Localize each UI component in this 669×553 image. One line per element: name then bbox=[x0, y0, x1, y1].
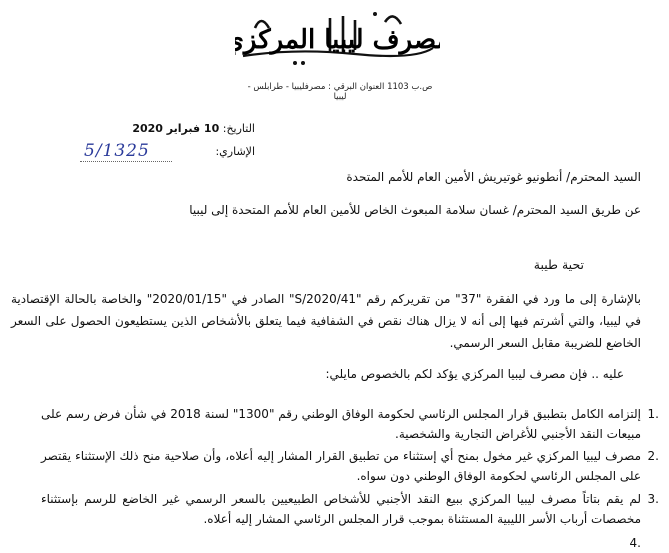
list-item bbox=[41, 404, 659, 444]
reference-line bbox=[80, 141, 255, 163]
list-item bbox=[41, 489, 659, 529]
date-value: 10 فبراير 2020 bbox=[132, 122, 220, 135]
item-text: إلتزامه الكامل بتطبيق قرار المجلس الرئاسي لحكومة الوفاق الوطني رقم "1300" لسنة 2018 في شأن فرض رسم على مبيعات النقد الأجنبي للأغراض التجارية والشخصية. bbox=[41, 407, 641, 441]
date-line bbox=[80, 122, 255, 135]
next-item-number: .4 bbox=[629, 536, 641, 550]
date-label: التاريخ: bbox=[222, 122, 255, 135]
reference-number: 5/1325 bbox=[84, 141, 150, 161]
bank-logo bbox=[235, 8, 440, 70]
item-number: .2 bbox=[647, 449, 659, 463]
list-item bbox=[41, 446, 659, 486]
item-number: .3 bbox=[647, 492, 659, 506]
item-number: .1 bbox=[647, 407, 659, 421]
reference-label: الإشاري: bbox=[215, 145, 255, 158]
bank-address: ص.ب 1103 العنوان البرقي : مصرفليبيا - طرابلس - ليبيا bbox=[247, 82, 433, 102]
response-intro: عليه .. فإن مصرف ليبيا المركزي يؤكد لكم بالخصوص مايلي: bbox=[325, 367, 624, 381]
logo-text: مصرف ليبيا المركزي bbox=[235, 25, 440, 55]
greeting: تحية طيبة bbox=[533, 257, 584, 272]
item-text: مصرف ليبيا المركزي غير مخول بمنح أي إستثناء من تطبيق القرار المشار إليه أعلاه، وأن صلاحية منح ذلك الإستثناء يقتصر على المجلس الرئاسي لحكومة الوفاق الوطني دون سواه. bbox=[41, 449, 641, 483]
addressee-via: عن طريق السيد المحترم/ غسان سلامة المبعوث الخاص للأمين العام للأمم المتحدة إلى ليبيا bbox=[189, 203, 641, 217]
intro-paragraph: بالإشارة إلى ما ورد في الفقرة "37" من تقريركم رقم "S/2020/41" الصادر في "2020/01/15" والخاصة بالحالة الإقتصادية في ليبيا، والتي أشرتم فيها إلى أنه لا يزال هناك نقص في الشفافية فيما يتعلق بالأشخاص الذين يستطيعون الحصول على السعر الخاضع للضريبة مقابل السعر الرسمي. bbox=[11, 292, 642, 350]
item-text: لم يقم بتاتاً مصرف ليبيا المركزي ببيع النقد الأجنبي للأشخاص الطبيعيين بالسعر الرسمي غير الخاضع للرسم بإستثناء مخصصات أرباب الأسر الليبية المستثناة بموجب قرار المجلس الرئاسي المشار إليه أعلاه. bbox=[41, 492, 641, 526]
addressee-primary: السيد المحترم/ أنطونيو غوتيريش الأمين العام للأمم المتحدة bbox=[346, 170, 641, 184]
